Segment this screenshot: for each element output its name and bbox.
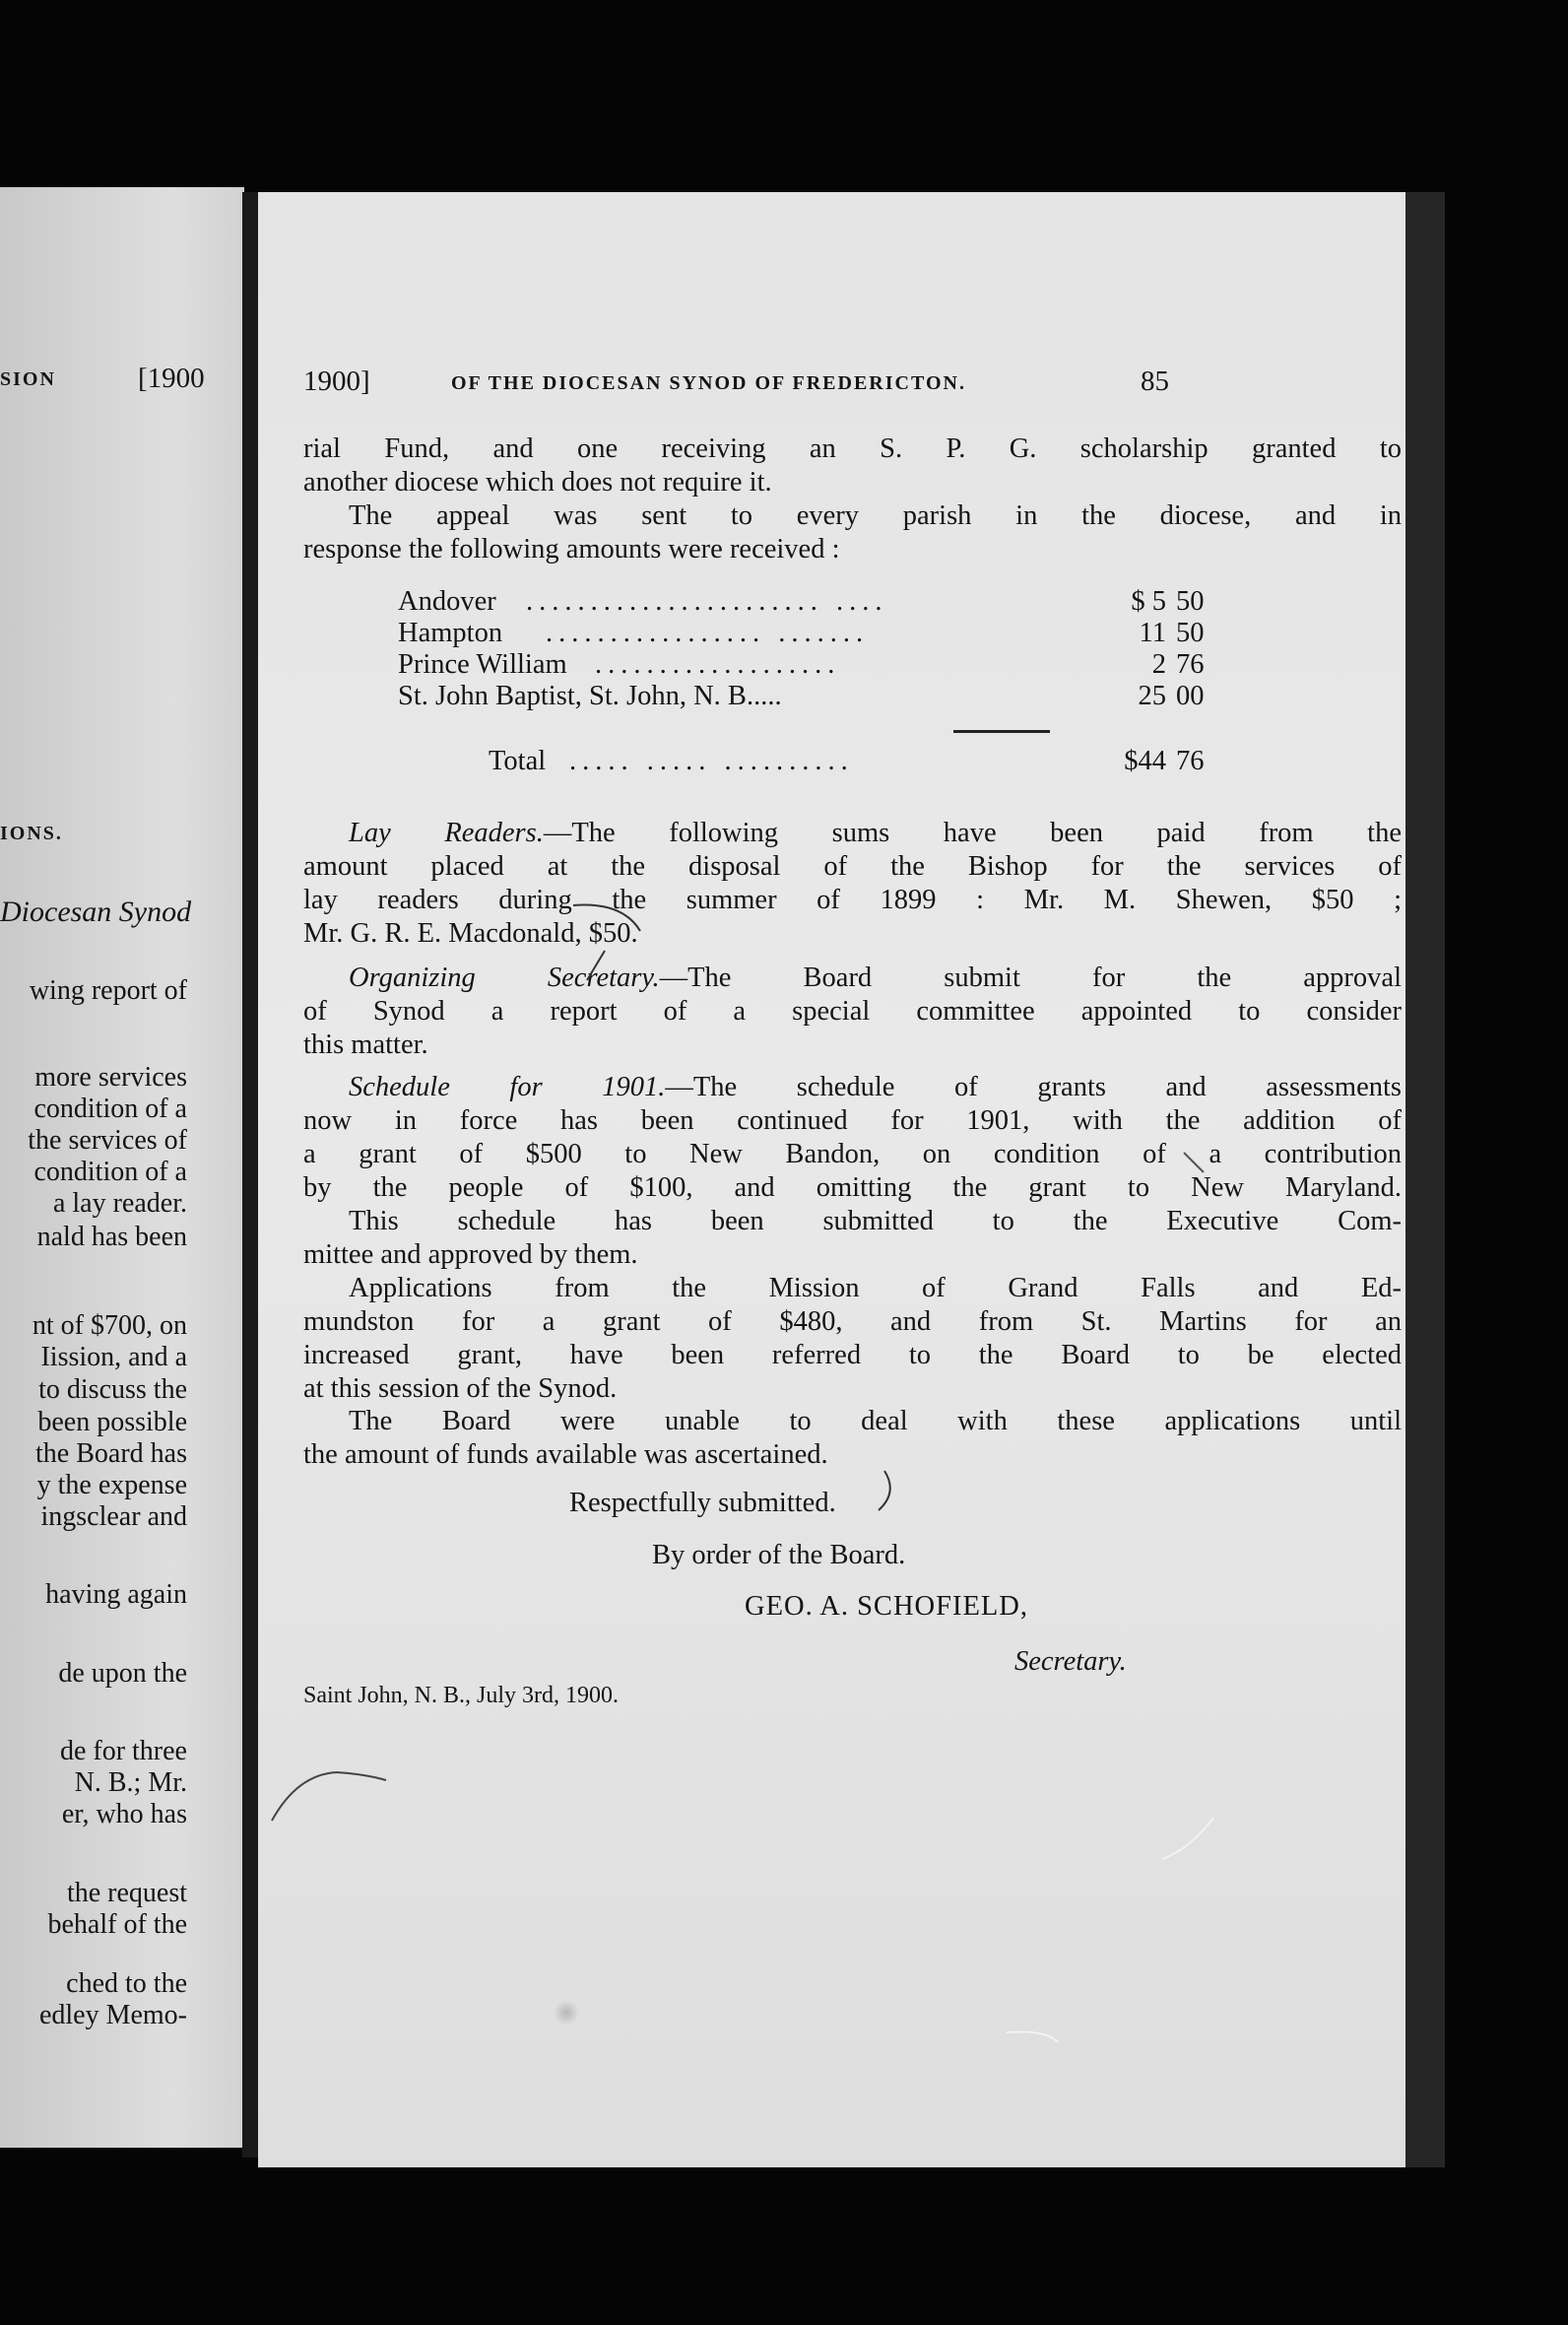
amount-cents: 76: [1176, 649, 1205, 680]
sched-heading: Schedule for 1901.: [349, 1072, 666, 1102]
left-text-line: Iission, and a: [40, 1342, 187, 1372]
left-page: [0, 187, 244, 2148]
pencil-stroke: [1007, 2031, 1058, 2042]
org-heading: Organizing Secretary.: [349, 963, 660, 993]
left-text-line: been possible: [37, 1407, 187, 1437]
total-cents: 76: [1176, 746, 1205, 776]
parish-name: Hampton: [398, 618, 503, 648]
left-text-line: behalf of the: [47, 1909, 187, 1940]
left-header-year: [1900: [138, 363, 205, 394]
body-line: This schedule has been submitted to the Executive Com-: [349, 1206, 1402, 1236]
body-line: The appeal was sent to every parish in the diocese, and in: [349, 500, 1402, 531]
parish-name: St. John Baptist, St. John, N. B.....: [398, 681, 782, 711]
amount-dollars: $ 5: [1131, 586, 1166, 617]
body-line: rial Fund, and one receiving an S. P. G. scholarship granted to: [303, 433, 1402, 464]
scan-blemish: [554, 2000, 579, 2026]
left-text-line: having again: [45, 1579, 187, 1610]
page-edge: [1405, 192, 1445, 2167]
amount-dollars: 11: [1139, 618, 1166, 648]
body-line: response the following amounts were received :: [303, 534, 840, 565]
org-text: —The Board submit for the approval: [659, 963, 1402, 993]
left-text-line: the Board has: [35, 1438, 187, 1469]
left-text-line: nald has been: [36, 1222, 187, 1252]
parish-name: Andover: [398, 586, 496, 617]
left-text-line: more services: [34, 1062, 187, 1093]
header-year: 1900]: [303, 365, 370, 397]
running-head: [303, 365, 1402, 401]
amount-cents: 50: [1176, 618, 1205, 648]
parish-name: Prince William: [398, 649, 567, 680]
body-line: lay readers during the summer of 1899 : Mr. M. Shewen, $50 ;: [303, 885, 1402, 915]
left-text-line: N. B.; Mr.: [74, 1767, 187, 1798]
body-line: mundston for a grant of $480, and from St. Martins for an: [303, 1306, 1402, 1337]
body-line: Applications from the Mission of Grand Falls and Ed-: [349, 1273, 1402, 1303]
lay-readers-line: [349, 818, 1402, 849]
lay-readers-heading: Lay Readers.: [349, 818, 544, 848]
body-line: at this session of the Synod.: [303, 1373, 618, 1404]
amount-dollars: 25: [1138, 681, 1166, 711]
header-title: OF THE DIOCESAN SYNOD OF FREDERICTON.: [451, 372, 966, 394]
left-text-line: Diocesan Synod: [0, 897, 192, 928]
body-line: a grant of $500 to New Bandon, on condition of a contribution: [303, 1139, 1402, 1169]
org-line: [349, 963, 1402, 994]
total-label: Total: [489, 746, 547, 776]
lay-readers-text: —The following sums have been paid from the: [543, 818, 1402, 848]
body-line: amount placed at the disposal of the Bishop for the services of: [303, 851, 1402, 882]
place-date: Saint John, N. B., July 3rd, 1900.: [303, 1683, 620, 1708]
amount-cents: 50: [1176, 586, 1205, 617]
left-text-line: nt of $700, on: [32, 1310, 187, 1341]
pencil-stroke: [272, 1772, 386, 1821]
left-text-line: the request: [66, 1878, 187, 1908]
amount-cents: 00: [1176, 681, 1205, 711]
left-text-line: de for three: [59, 1736, 187, 1766]
body-line: of Synod a report of a special committee appointed to consider: [303, 996, 1402, 1027]
dot-leader: ................. .......: [546, 618, 870, 648]
sched-line: [349, 1072, 1402, 1103]
body-line: this matter.: [303, 1030, 428, 1060]
page-number: 85: [1141, 365, 1169, 397]
total-rule: [953, 730, 1050, 733]
pencil-stroke: [879, 1471, 890, 1510]
total-dollars: $44: [1124, 746, 1166, 776]
body-line: the amount of funds available was ascertained.: [303, 1439, 828, 1470]
dot-leader: ....................... ....: [526, 586, 888, 617]
left-text-line: a lay reader.: [52, 1188, 187, 1219]
body-line: The Board were unable to deal with these applications until: [349, 1406, 1402, 1436]
left-text-line: to discuss the: [38, 1374, 187, 1405]
left-text-line: ingsclear and: [40, 1501, 187, 1532]
body-line: by the people of $100, and omitting the grant to New Maryland.: [303, 1172, 1402, 1203]
body-line: now in force has been continued for 1901, with the addition of: [303, 1105, 1402, 1136]
left-text-line: the services of: [28, 1125, 187, 1156]
left-text-line: ched to the: [66, 1968, 187, 1999]
total-leader: ..... ..... ..........: [569, 746, 854, 776]
left-header-section: SION: [0, 368, 56, 390]
body-line: mittee and approved by them.: [303, 1239, 638, 1270]
left-text-line: IONS.: [0, 823, 63, 844]
body-line: another diocese which does not require it.: [303, 467, 772, 498]
left-text-line: wing report of: [29, 975, 187, 1006]
signer-title: Secretary.: [1014, 1646, 1127, 1677]
left-text-line: condition of a: [33, 1157, 187, 1187]
body-line: increased grant, have been referred to the Board to be elected: [303, 1340, 1402, 1370]
closing-line: Respectfully submitted.: [569, 1488, 836, 1518]
order-line: By order of the Board.: [652, 1540, 906, 1570]
left-running-head: [0, 363, 244, 396]
body-line: Mr. G. R. E. Macdonald, $50.: [303, 918, 638, 949]
signer-name: GEO. A. SCHOFIELD,: [745, 1591, 1028, 1622]
right-page: [258, 192, 1405, 2167]
left-text-line: y the expense: [36, 1470, 187, 1500]
left-text-line: de upon the: [58, 1658, 187, 1689]
left-text-line: edley Memo-: [38, 2000, 187, 2030]
left-text-line: condition of a: [33, 1094, 187, 1124]
pencil-stroke: [1162, 1818, 1213, 1859]
sched-text: —The schedule of grants and assessments: [665, 1072, 1402, 1102]
dot-leader: ...................: [595, 649, 841, 680]
amount-dollars: 2: [1151, 649, 1166, 680]
left-text-line: er, who has: [61, 1799, 187, 1829]
